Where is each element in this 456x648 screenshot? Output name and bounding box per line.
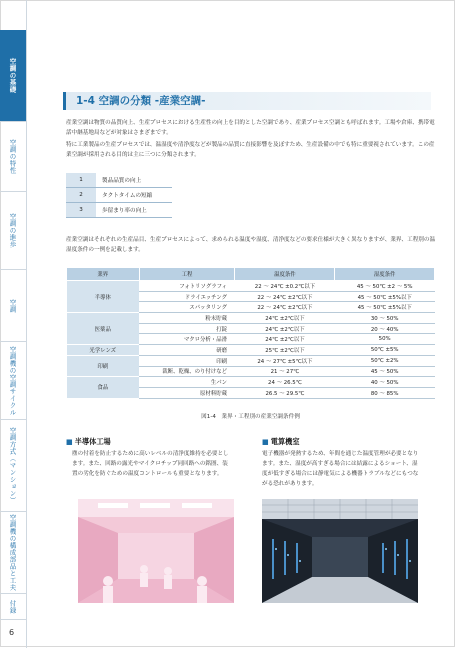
process-cell: ドライエッチング (139, 291, 235, 302)
humidity-cell: 40 ～ 50% (335, 377, 435, 388)
temp-cell: 24 ～ 26.5℃ (235, 377, 335, 388)
semiconductor-text: 塵の付着を防止するために高いレベルの清浄度維持を必要とします。また、回路の露光やマイクロチップ同回路への銘圏、装置の劣化を防ぐための温度コントロールも重要となります。 (72, 451, 229, 477)
table-row (67, 345, 435, 356)
industry-cell: 半導体 (67, 281, 140, 313)
sidebar-item-label: 空調 (8, 298, 17, 313)
computer-room-text: 電子機器が発熱するため、年間を通じた温度管理が必要となります。また、湿度が高すぎる場合には結露によるショート、湿度が低すぎる場合には静電気による機器トラブルなどにもつながる恐れがあります。 (262, 451, 419, 487)
header-temperature: 温度条件 (235, 268, 335, 281)
table-row (67, 355, 435, 366)
cleanroom-photo (78, 499, 234, 603)
process-cell: 生パン (139, 377, 235, 388)
industry-cell: 光学レンズ (67, 345, 140, 356)
conditions-table (66, 267, 435, 399)
header-humidity: 湿度条件 (335, 268, 435, 281)
table-header-row (67, 268, 435, 281)
sidebar-item-label: 空調機の空調サイクル (8, 345, 17, 416)
humidity-cell: 45 ～ 50℃ ±5%以下 (335, 291, 435, 302)
square-bullet-icon: ■ (66, 437, 73, 446)
humidity-cell: 80 ～ 85% (335, 387, 435, 398)
humidity-cell: 50℃ ±2% (335, 355, 435, 366)
temp-cell: 22 ～ 24℃ ±0.2℃以下 (235, 281, 335, 292)
temp-cell: 25℃ ±2℃以下 (235, 345, 335, 356)
computer-room-heading-text: 電算機室 (270, 437, 300, 446)
sidebar-item-label: 空調機の構成部品と工夫 (8, 514, 17, 591)
section-title: 1-4 空調の分類 -産業空調- (76, 95, 206, 107)
process-cell: マクロ分析・品滑 (139, 334, 235, 345)
humidity-cell: 45 ～ 50% (335, 366, 435, 377)
server-room-photo (262, 499, 418, 603)
purpose-text: タクトタイムの短縮 (96, 188, 172, 203)
process-cell: フォトリソグラフィ (139, 281, 235, 292)
temp-cell: 26.5 ～ 29.5℃ (235, 387, 335, 398)
temp-cell: 24 ～ 27℃ ±5℃以下 (235, 355, 335, 366)
sidebar-item-basics[interactable] (0, 30, 26, 122)
humidity-cell: 45 ～ 50℃ ±5%以下 (335, 302, 435, 313)
process-cell: 打錠 (139, 323, 235, 334)
sidebar-item-system[interactable] (0, 420, 26, 512)
temp-cell: 22 ～ 24℃ ±2℃以下 (235, 302, 335, 313)
header-process: 工程 (139, 268, 235, 281)
industry-cell: 食品 (67, 377, 140, 398)
temp-cell: 24℃ ±2℃以下 (235, 313, 335, 324)
temp-cell: 24℃ ±2℃以下 (235, 334, 335, 345)
humidity-cell: 20 ～ 40% (335, 323, 435, 334)
sidebar-item-label: 空調の特性 (8, 139, 17, 174)
temp-cell: 24℃ ±2℃以下 (235, 323, 335, 334)
sidebar-item-progress[interactable] (0, 192, 26, 270)
humidity-cell: 30 ～ 50% (335, 313, 435, 324)
humidity-cell: 50℃ ±5% (335, 345, 435, 356)
sidebar-item-label: 空調方式（マンション） (8, 427, 17, 504)
process-cell: スパッタリング (139, 302, 235, 313)
table-row (67, 377, 435, 388)
purpose-row (66, 203, 172, 218)
cleanroom-illustration (78, 499, 234, 603)
table-caption: 図1-4 業界・工程別の産業空調条件例 (201, 414, 300, 420)
conditions-paragraph: 産業空調はそれぞれの生産品目、生産プロセスによって、求められる温度や湿度、清浄度などの要求仕様が大きく異なりますが、業界、工程別の温湿度条件の一例を記載します。 (66, 237, 436, 253)
sidebar-item-label: 空調の基礎 (8, 58, 17, 93)
computer-room-heading (262, 437, 300, 447)
purpose-table (66, 173, 172, 218)
purpose-number: 3 (66, 203, 96, 218)
temp-cell: 22 ～ 24℃ ±2℃以下 (235, 291, 335, 302)
sidebar-item-components[interactable] (0, 512, 26, 594)
process-cell: 粉末貯蔵 (139, 313, 235, 324)
purpose-text: 歩留まり率の向上 (96, 203, 172, 218)
semiconductor-heading (66, 437, 111, 447)
temp-cell: 21 ～ 27℃ (235, 366, 335, 377)
page-number: 6 (9, 628, 15, 637)
process-cell: 裁断、乾燥、のり付けなど (139, 366, 235, 377)
sidebar-item-label: 空調の進歩 (8, 213, 17, 248)
humidity-cell: 45 ～ 50℃ ±2 ～ 5% (335, 281, 435, 292)
purpose-number: 1 (66, 173, 96, 188)
header-industry: 業界 (67, 268, 140, 281)
square-bullet-icon: ■ (262, 437, 269, 446)
intro-paragraph: 産業空調は物質の品質向上、生産プロセスにおける生産性の向上を目的とした空調であり、産業プロセス空調とも呼ばれます。工場や倉庫、携帯電話中継基地局などが対象はさまざまです。 (66, 120, 435, 136)
purpose-text: 製品品質の向上 (96, 173, 172, 188)
humidity-cell: 50% (335, 334, 435, 345)
sidebar-item-characteristics[interactable] (0, 122, 26, 192)
semiconductor-heading-text: 半導体工場 (74, 437, 111, 446)
table-row (67, 313, 435, 324)
sidebar-item-aircon[interactable] (0, 270, 26, 342)
purpose-row (66, 188, 172, 203)
sidebar-item-label: 付録 (8, 599, 17, 614)
purpose-number: 2 (66, 188, 96, 203)
chapter-sidebar (0, 0, 27, 648)
process-cell: 研磨 (139, 345, 235, 356)
industry-cell: 印刷 (67, 355, 140, 376)
sidebar-item-cycle[interactable] (0, 342, 26, 420)
sidebar-item-appendix[interactable] (0, 594, 26, 620)
process-cell: 印刷 (139, 355, 235, 366)
process-cell: 原材料貯蔵 (139, 387, 235, 398)
process-paragraph: 特に工業製品の生産プロセスでは、温湿度や清浄度などが製品の品質に直接影響を及ぼすため、生産設備の中でも特に重要視されています。この産業空調が採用される目的は主に三つに分類されます。 (66, 142, 435, 158)
server-room-illustration (262, 499, 418, 603)
purpose-row (66, 173, 172, 188)
industry-cell: 医薬品 (67, 313, 140, 345)
table-row (67, 281, 435, 292)
